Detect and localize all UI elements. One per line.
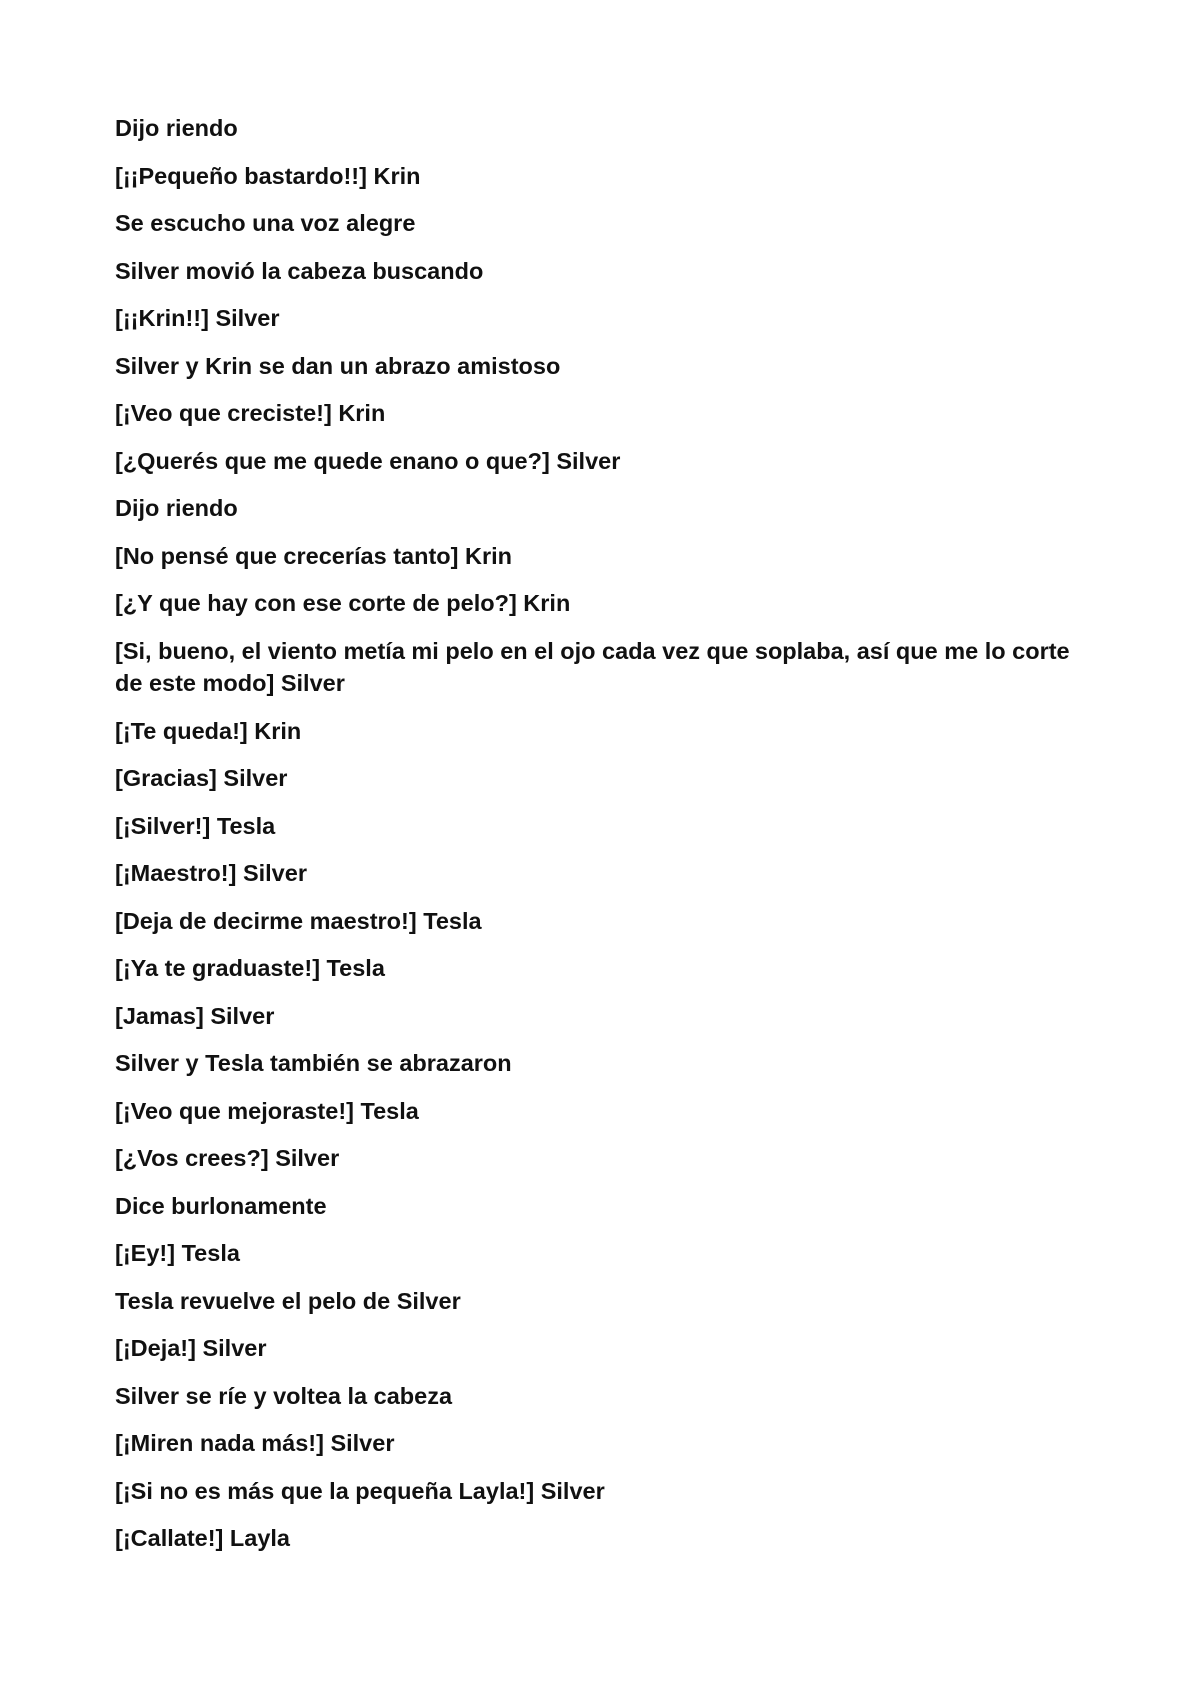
paragraph: Dice burlonamente: [115, 1192, 327, 1219]
paragraph: [¿Y que hay con ese corte de pelo?] Krin: [115, 590, 571, 616]
paragraph: [No pensé que crecerías tanto] Krin: [115, 542, 512, 569]
paragraph: Silver y Krin se dan un abrazo amistoso: [115, 352, 561, 379]
paragraph: [¡Miren nada más!] Silver: [115, 1430, 395, 1456]
paragraph: Silver y Tesla también se abrazaron: [115, 1050, 512, 1076]
paragraph: [¡Te queda!] Krin: [115, 717, 302, 744]
paragraph: Silver se ríe y voltea la cabeza: [115, 1382, 453, 1409]
paragraph: [¡Veo que creciste!] Krin: [115, 400, 386, 426]
paragraph: Dijo riendo: [115, 115, 238, 141]
paragraph: [¡Ya te graduaste!] Tesla: [115, 955, 385, 981]
paragraph: [¡Callate!] Layla: [115, 1525, 290, 1551]
paragraph: [Deja de decirme maestro!] Tesla: [115, 907, 482, 934]
paragraph: [Gracias] Silver: [115, 765, 288, 791]
paragraph: [¿Querés que me quede enano o que?] Silver: [115, 447, 621, 474]
paragraph: [¡Silver!] Tesla: [115, 812, 276, 839]
paragraph: [¡Si no es más que la pequeña Layla!] Silver: [115, 1477, 605, 1504]
paragraph: [Jamas] Silver: [115, 1002, 275, 1029]
paragraph: Tesla revuelve el pelo de Silver: [115, 1287, 461, 1314]
document-body: [115, 112, 1075, 1570]
paragraph: [¡Veo que mejoraste!] Tesla: [115, 1097, 419, 1124]
paragraph: [¡Maestro!] Silver: [115, 860, 307, 886]
paragraph: [¡¡Pequeño bastardo!!] Krin: [115, 162, 421, 189]
paragraph: [¡¡Krin!!] Silver: [115, 305, 280, 331]
paragraph: Silver movió la cabeza buscando: [115, 257, 484, 284]
paragraph: [¡Deja!] Silver: [115, 1335, 267, 1361]
paragraph: [Si, bueno, el viento metía mi pelo en el ojo cada vez que soplaba, así que me lo corte de este modo] Silver: [115, 637, 1070, 696]
paragraph: [¿Vos crees?] Silver: [115, 1145, 340, 1171]
paragraph: Se escucho una voz alegre: [115, 210, 416, 236]
paragraph: [¡Ey!] Tesla: [115, 1240, 240, 1266]
paragraph: Dijo riendo: [115, 495, 238, 521]
